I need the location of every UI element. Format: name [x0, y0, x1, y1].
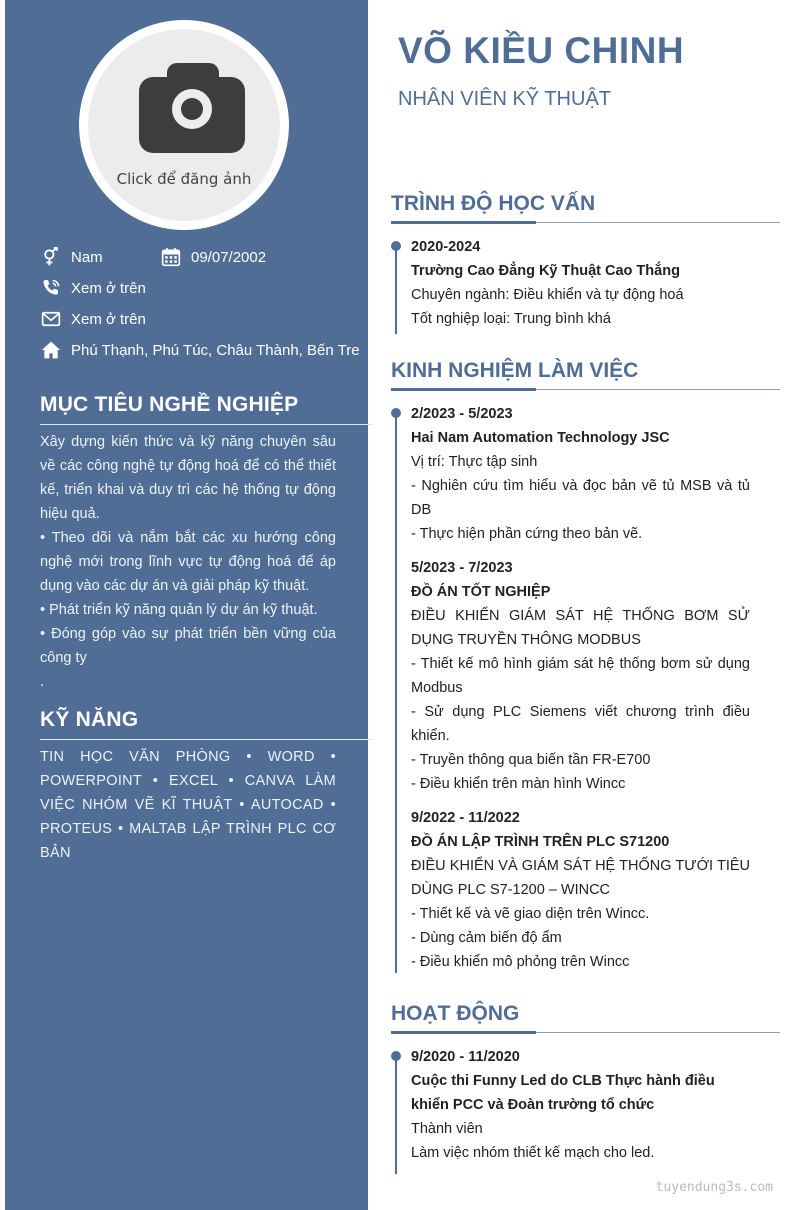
entry-date: 9/2020 - 11/2020: [411, 1049, 520, 1065]
calendar-icon: [160, 246, 182, 268]
entry-org: ĐỒ ÁN LẬP TRÌNH TRÊN PLC S71200: [411, 834, 670, 850]
activities-divider: [391, 1032, 780, 1033]
entry-org: Hai Nam Automation Technology JSC: [411, 430, 670, 446]
activity-entry: [411, 1045, 750, 1165]
timeline-dot: [391, 408, 401, 418]
education-entry: [411, 235, 750, 331]
entry-line: Chuyên ngành: Điều khiển và tự động hoá: [411, 287, 684, 303]
entry-line: - Truyền thông qua biến tần FR-E700: [411, 752, 651, 768]
phone-row: [40, 277, 146, 299]
phone-value: Xem ở trên: [71, 279, 146, 297]
experience-divider: [391, 389, 780, 390]
birthday-row: [160, 246, 266, 268]
activities-heading: HOẠT ĐỘNG: [391, 1002, 520, 1025]
entry-line: Tốt nghiệp loại: Trung bình khá: [411, 311, 611, 327]
objective-divider: [40, 424, 373, 425]
entry-date: 9/2022 - 11/2022: [411, 810, 520, 826]
sidebar: [5, 0, 368, 1210]
entry-line: ĐIỀU KHIỂN VÀ GIÁM SÁT HỆ THỐNG TƯỚI TIÊU DÙNG PLC S7-1200 – WINCC: [411, 858, 750, 898]
entry-date: 2020-2024: [411, 239, 481, 255]
activities-timeline: [395, 1056, 397, 1174]
education-heading: TRÌNH ĐỘ HỌC VẤN: [391, 192, 596, 215]
entry-line: ĐIỀU KHIỂN GIÁM SÁT HỆ THỐNG BƠM SỬ DỤNG TRUYỀN THÔNG MODBUS: [411, 608, 750, 648]
watermark: tuyendung3s.com: [655, 1180, 773, 1195]
avatar-upload-label[interactable]: Click để đăng ảnh: [116, 170, 252, 188]
skills-divider: [40, 739, 373, 740]
email-row: [40, 308, 146, 330]
phone-icon: [40, 277, 62, 299]
entry-line: - Điều khiển trên màn hình Wincc: [411, 776, 626, 792]
objective-paragraph: .: [40, 674, 45, 690]
email-icon: [40, 308, 62, 330]
avatar[interactable]: [79, 20, 289, 230]
objective-paragraph: Xây dựng kiến thức và kỹ năng chuyên sâu về các công nghệ tự động hoá để có thể thiết kế, triển khai và duy trì các hệ thống tự động hiệu quả.: [40, 434, 336, 522]
objective-paragraph: • Theo dõi và nắm bắt các xu hướng công nghệ mới trong lĩnh vực tự động hoá để áp dụng vào các dự án và giải pháp kỹ thuật.: [40, 530, 336, 594]
experience-entry: [411, 402, 750, 546]
objective-text: [40, 430, 336, 694]
timeline-dot: [391, 241, 401, 251]
entry-org: Cuộc thi Funny Led do CLB Thực hành điều khiển PCC và Đoàn trường tổ chức: [411, 1073, 715, 1113]
skills-heading: KỸ NĂNG: [40, 708, 139, 731]
email-value: Xem ở trên: [71, 310, 146, 328]
objective-paragraph: • Đóng góp vào sự phát triển bền vững của công ty: [40, 626, 336, 666]
education-divider: [391, 222, 780, 223]
experience-entry: [411, 806, 750, 974]
experience-heading: KINH NGHIỆM LÀM VIỆC: [391, 359, 639, 382]
candidate-position: NHÂN VIÊN KỸ THUẬT: [398, 88, 611, 110]
gender-row: [40, 246, 103, 268]
entry-line: - Dùng cảm biến độ ẩm: [411, 930, 562, 946]
camera-icon-lens: [172, 89, 212, 129]
experience-timeline: [395, 413, 397, 973]
entry-line: - Thực hiện phần cứng theo bản vẽ.: [411, 526, 643, 542]
home-icon: [40, 339, 62, 361]
entry-line: Thành viên: [411, 1121, 483, 1137]
entry-date: 5/2023 - 7/2023: [411, 560, 513, 576]
entry-date: 2/2023 - 5/2023: [411, 406, 513, 422]
entry-org: Trường Cao Đẳng Kỹ Thuật Cao Thắng: [411, 263, 680, 279]
objective-heading: MỤC TIÊU NGHỀ NGHIỆP: [40, 393, 299, 416]
address-value: Phú Thạnh, Phú Túc, Châu Thành, Bến Tre: [71, 341, 360, 359]
entry-line: Làm việc nhóm thiết kế mạch cho led.: [411, 1145, 655, 1161]
entry-line: - Sử dụng PLC Siemens viết chương trình điều khiển.: [411, 704, 750, 744]
entry-line: - Thiết kế và vẽ giao diện trên Wincc.: [411, 906, 650, 922]
gender-value: Nam: [71, 248, 103, 266]
entry-org: ĐỒ ÁN TỐT NGHIỆP: [411, 584, 551, 600]
gender-icon: [40, 246, 62, 268]
skills-text: TIN HỌC VĂN PHÒNG • WORD • POWERPOINT • EXCEL • CANVA LÀM VIỆC NHÓM VẼ KĨ THUẬT • AUTOCAD • PROTEUS • MALTAB LẬP TRÌNH PLC CƠ BẢN: [40, 749, 336, 861]
entry-line: - Nghiên cứu tìm hiểu và đọc bản vẽ tủ MSB và tủ DB: [411, 478, 750, 518]
birthday-value: 09/07/2002: [191, 248, 267, 266]
timeline-dot: [391, 1051, 401, 1061]
avatar-placeholder[interactable]: [88, 29, 280, 221]
objective-paragraph: • Phát triển kỹ năng quản lý dự án kỹ thuật.: [40, 602, 318, 618]
experience-entry: [411, 556, 750, 796]
entry-line: - Thiết kế mô hình giám sát hệ thống bơm sử dụng Modbus: [411, 656, 750, 696]
entry-line: Vị trí: Thực tập sinh: [411, 454, 538, 470]
entry-line: - Điều khiển mô phỏng trên Wincc: [411, 954, 630, 970]
address-row: [40, 339, 360, 361]
education-timeline: [395, 246, 397, 334]
candidate-name: VÕ KIỀU CHINH: [398, 30, 685, 71]
